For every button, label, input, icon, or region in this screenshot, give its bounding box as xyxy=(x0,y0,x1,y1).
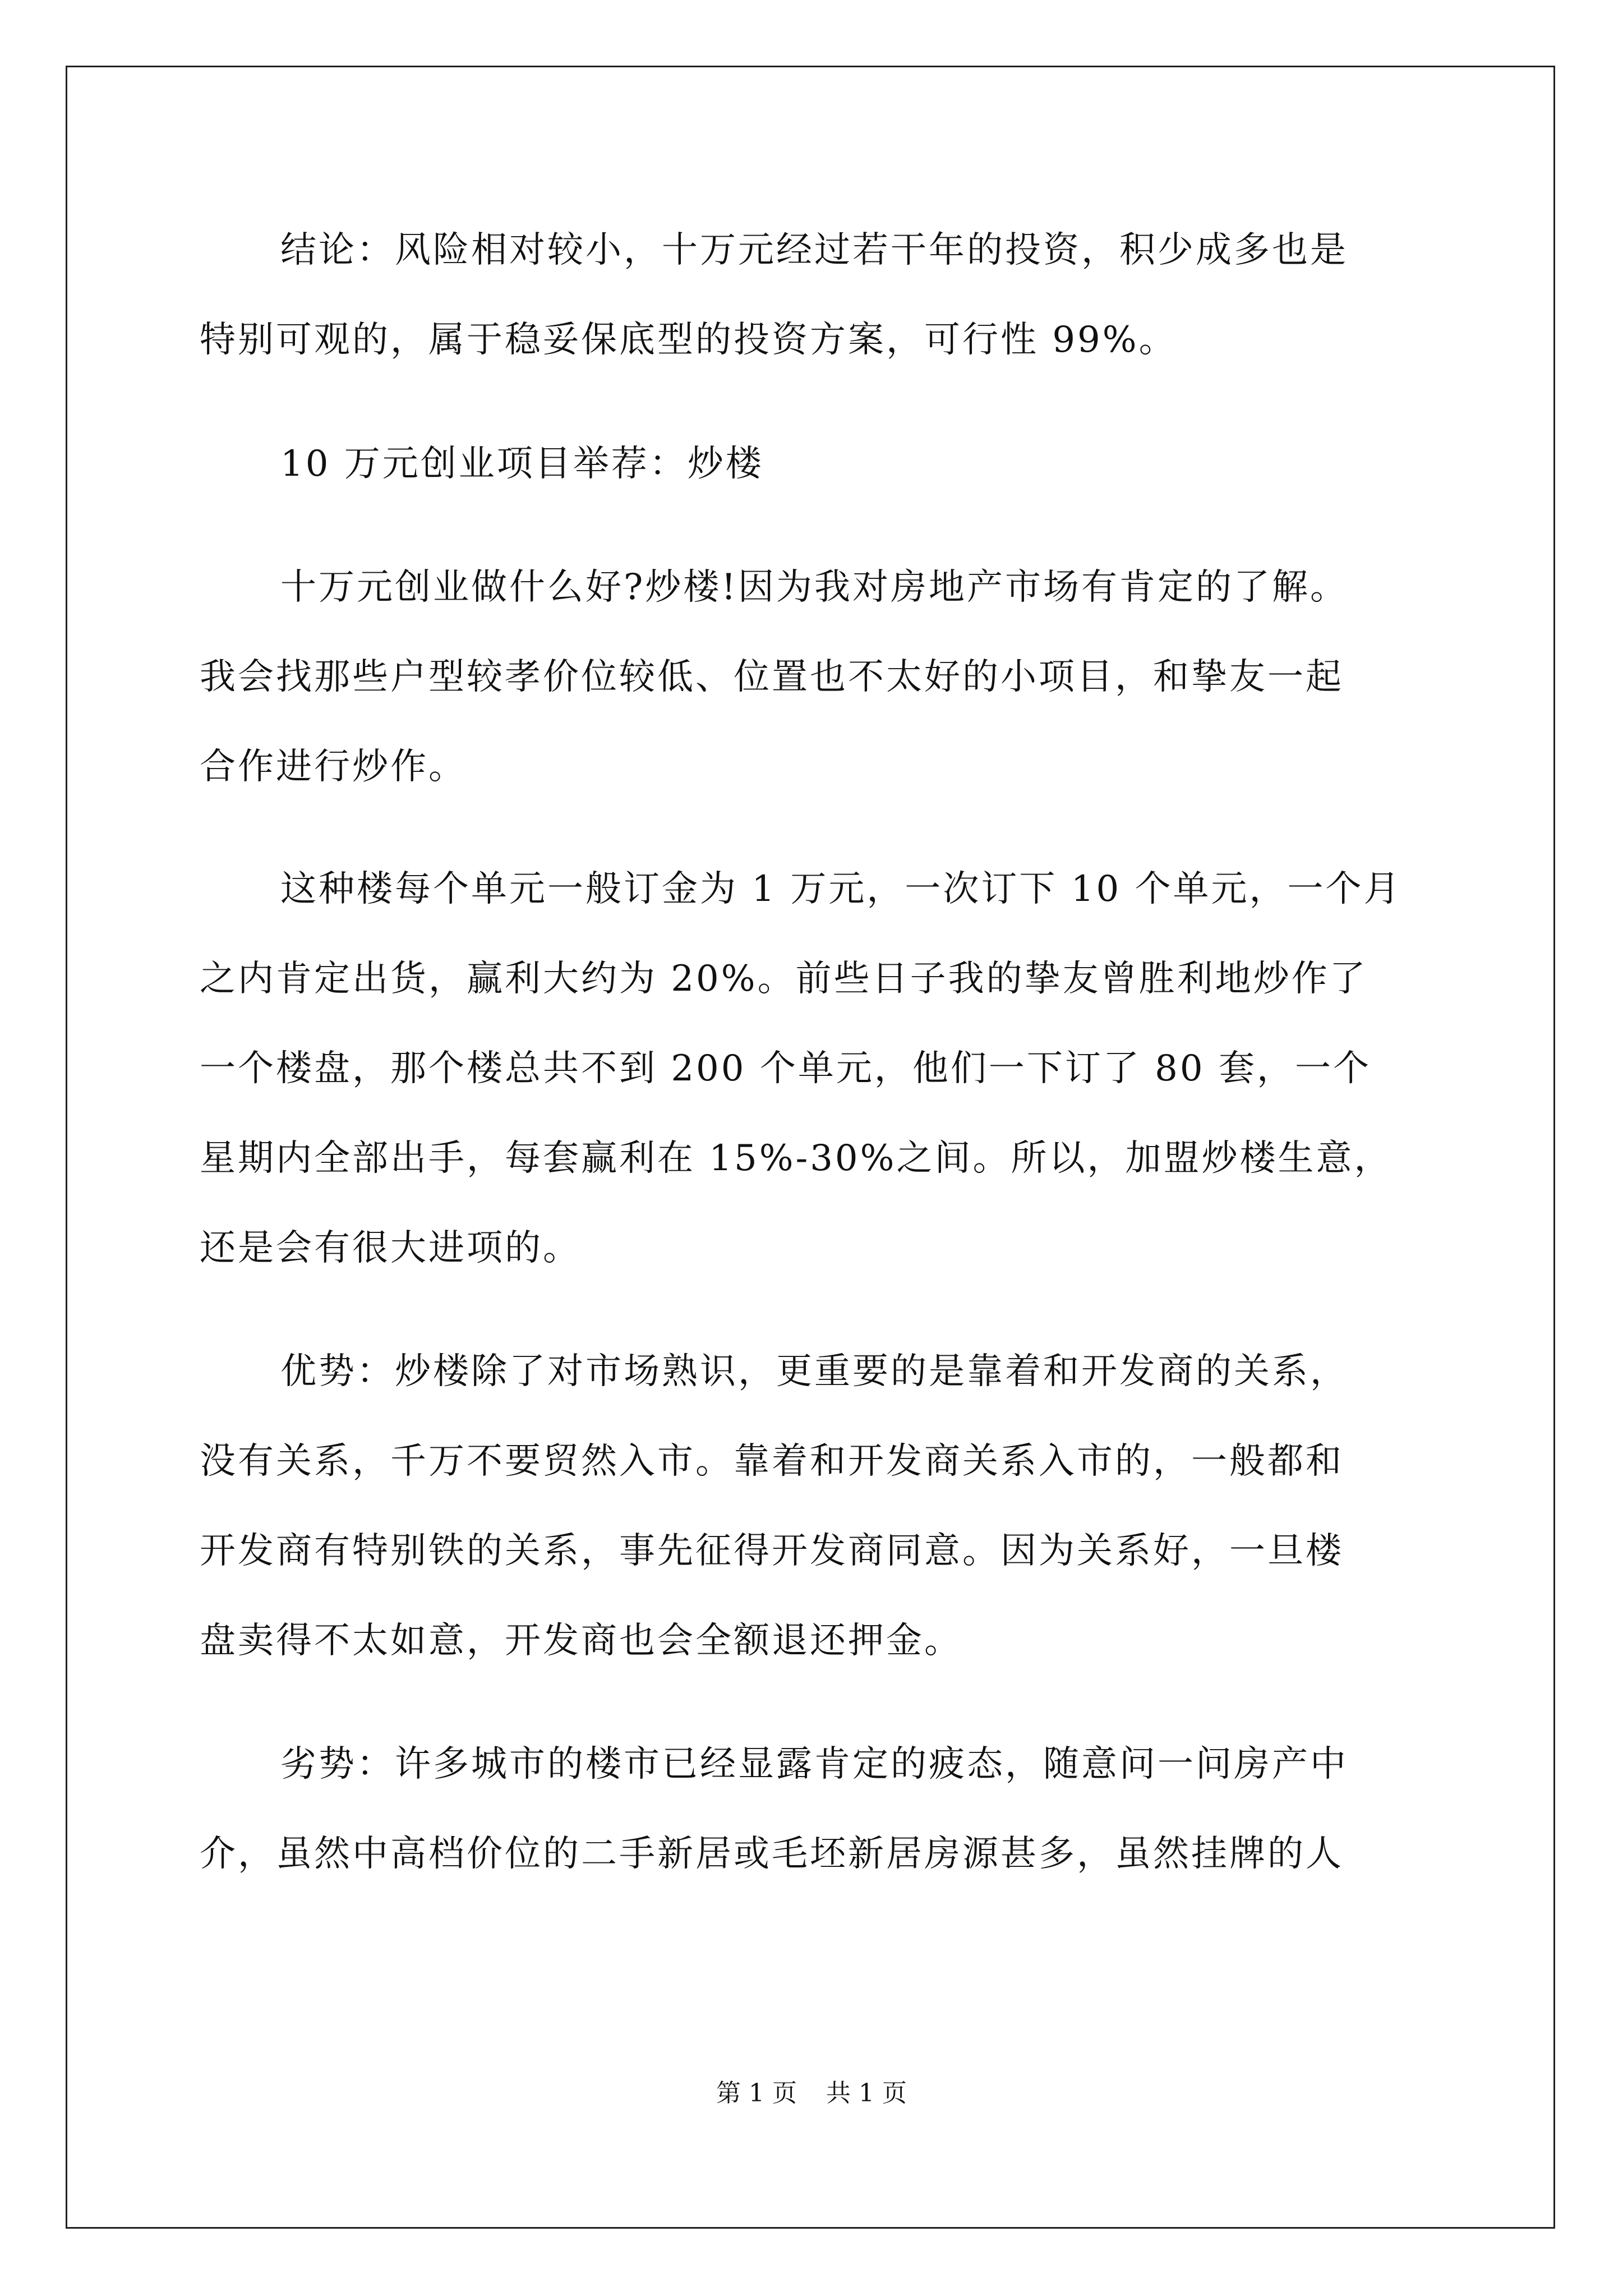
paragraph-line: 一个楼盘，那个楼总共不到 200 个单元，他们一下订了 80 套，一个 xyxy=(200,1048,1371,1089)
paragraph-line: 十万元创业做什么好?炒楼!因为我对房地产市场有肯定的了解。 xyxy=(280,567,1349,608)
paragraph-line: 优势：炒楼除了对市场熟识，更重要的是靠着和开发商的关系， xyxy=(280,1351,1348,1392)
paragraph-line: 之内肯定出货，赢利大约为 20%。前些日子我的挚友曾胜利地炒作了 xyxy=(200,958,1368,1000)
page-total: 共 1 页 xyxy=(826,2079,907,2108)
paragraph-line: 盘卖得不太如意，开发商也会全额退还押金。 xyxy=(200,1620,962,1662)
section-heading: 10 万元创业项目举荐：炒楼 xyxy=(280,443,764,485)
paragraph-line: 开发商有特别铁的关系，事先征得开发商同意。因为关系好，一旦楼 xyxy=(200,1530,1344,1572)
paragraph-line: 这种楼每个单元一般订金为 1 万元，一次订下 10 个单元，一个月 xyxy=(280,868,1402,910)
paragraph-line: 我会找那些户型较孝价位较低、位置也不太好的小项目，和挚友一起 xyxy=(200,656,1344,698)
page-number: 第 1 页 xyxy=(716,2079,797,2108)
paragraph-line: 星期内全部出手，每套赢利在 15%-30%之间。所以，加盟炒楼生意， xyxy=(200,1138,1393,1179)
paragraph-line: 劣势：许多城市的楼市已经显露肯定的疲态，随意问一问房产中 xyxy=(280,1743,1348,1785)
page-footer xyxy=(0,2077,1623,2110)
paragraph-line: 介，虽然中高档价位的二手新居或毛坯新居房源甚多，虽然挂牌的人 xyxy=(200,1833,1344,1875)
paragraph-line: 结论：风险相对较小，十万元经过若干年的投资，积少成多也是 xyxy=(280,229,1348,271)
paragraph-line: 没有关系，千万不要贸然入市。靠着和开发商关系入市的，一般都和 xyxy=(200,1441,1344,1482)
paragraph-line: 还是会有很大进项的。 xyxy=(200,1227,581,1269)
paragraph-line: 特别可观的，属于稳妥保底型的投资方案，可行性 99%。 xyxy=(200,319,1177,361)
paragraph-line: 合作进行炒作。 xyxy=(200,746,467,788)
